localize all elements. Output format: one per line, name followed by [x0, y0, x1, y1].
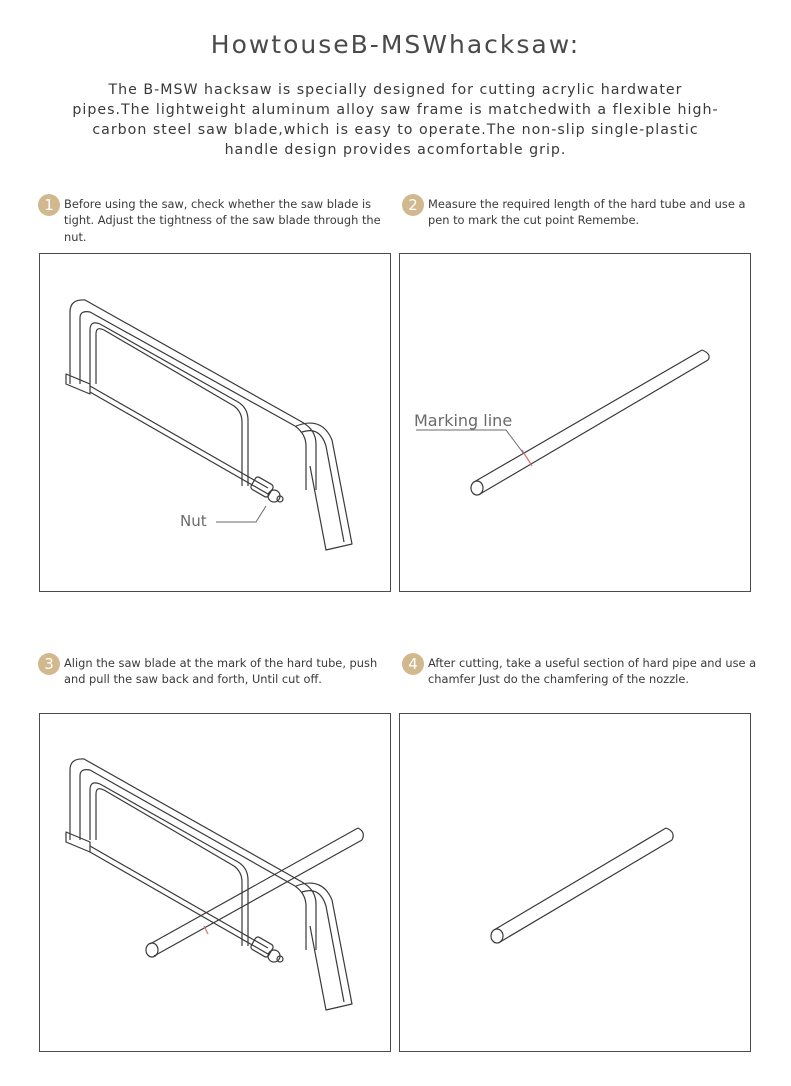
marking-line-label: Marking line: [414, 411, 513, 430]
tube-section-illustration: [400, 714, 752, 1053]
marking-line-mark: [522, 450, 532, 466]
step-number-badge: 4: [402, 653, 424, 675]
step-instruction: After cutting, take a useful section of hard pipe and use a chamfer Just do the chamfering of the nozzle.: [428, 656, 757, 687]
step-number-badge: 3: [38, 653, 60, 675]
intro-paragraph: The B-MSW hacksaw is specially designed for cutting acrylic hardwater pipes.The lightweight aluminum alloy saw frame is matchedwith a flexible high-carbon steel saw blade,which is easy to operate.The non-slip single-plastic handle design provides acomfortable grip.: [72, 82, 719, 158]
step-instruction: Align the saw blade at the mark of the hard tube, push and pull the saw back and forth, Until cut off.: [64, 656, 378, 687]
hacksaw-illustration: [40, 254, 392, 593]
panel-mark-tube: [399, 253, 751, 592]
step-instruction: Measure the required length of the hard tube and use a pen to mark the cut point Remembe.: [428, 197, 746, 228]
panel-check-blade: [39, 253, 391, 592]
nut-label: Nut: [180, 512, 207, 530]
page-title: HowtouseB-MSWhacksaw:: [210, 30, 581, 59]
step-number-badge: 2: [402, 194, 424, 216]
marking-callout-line: [416, 430, 524, 454]
step-number-badge: 1: [38, 194, 60, 216]
panel-cut-tube: [39, 713, 391, 1052]
panel-chamfer: [399, 713, 751, 1052]
cutting-illustration: [40, 714, 392, 1053]
nut-callout-line: [216, 506, 266, 522]
step-instruction: Before using the saw, check whether the saw blade is tight. Adjust the tightness of the saw blade through the nut.: [64, 197, 381, 244]
